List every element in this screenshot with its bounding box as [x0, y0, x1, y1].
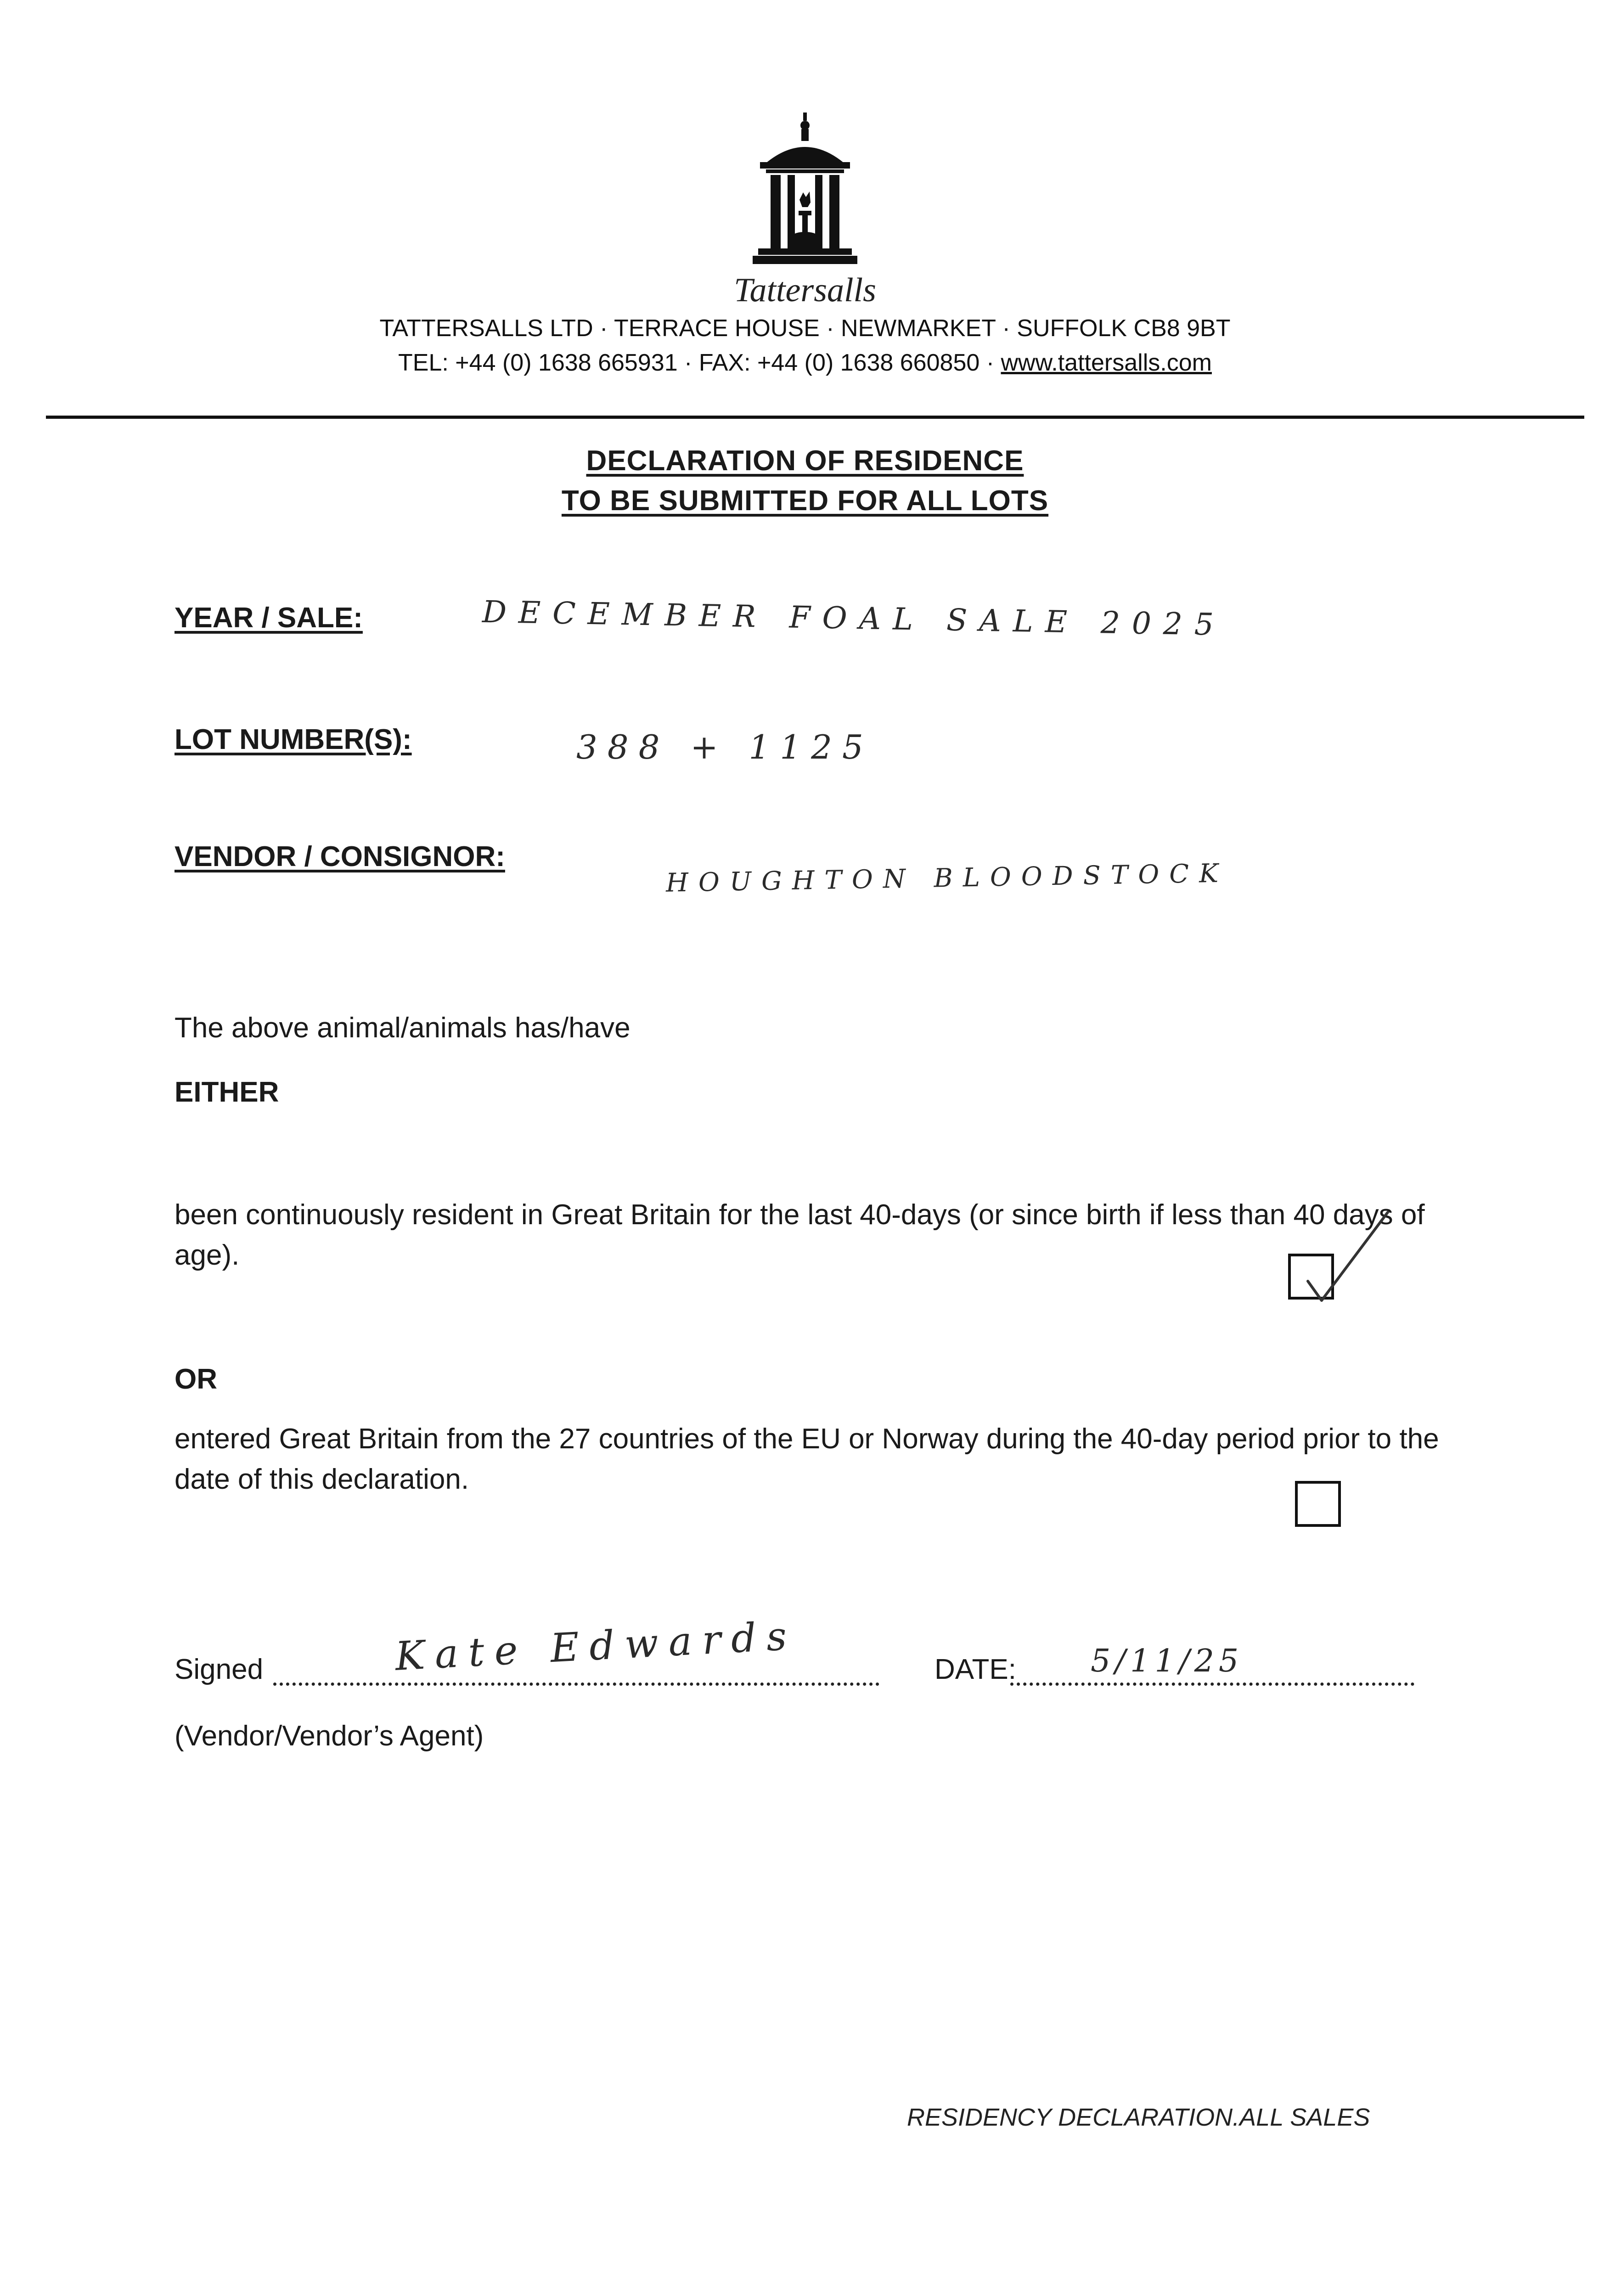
phone-fax: TEL: +44 (0) 1638 665931 · FAX: +44 (0) 1638 660850 ·	[398, 349, 1001, 376]
either-heading: EITHER	[175, 1076, 279, 1108]
header-divider	[46, 416, 1584, 419]
website-link[interactable]: www.tattersalls.com	[1001, 349, 1212, 376]
option-entered-checkbox[interactable]	[1295, 1481, 1341, 1527]
or-heading: OR	[175, 1363, 217, 1395]
vendor-label: VENDOR / CONSIGNOR:	[175, 841, 505, 872]
signature: Kate Edwards	[394, 1613, 798, 1680]
form-reference: RESIDENCY DECLARATION.ALL SALES	[907, 2104, 1370, 2131]
lot-numbers-label: LOT NUMBER(S):	[175, 724, 412, 755]
page-title: DECLARATION OF RESIDENCE	[586, 445, 1024, 477]
lot-numbers-field[interactable]: 388 + 1125	[576, 728, 873, 766]
year-sale-label: YEAR / SALE:	[175, 602, 363, 634]
company-address: TATTERSALLS LTD · TERRACE HOUSE · NEWMARKET · SUFFOLK CB8 9BT	[379, 315, 1231, 342]
vendor-field[interactable]: HOUGHTON BLOODSTOCK	[665, 858, 1229, 898]
date-label: DATE:	[934, 1654, 1016, 1685]
checkmark-icon	[1281, 1194, 1391, 1313]
option-entered-text: entered Great Britain from the 27 countries of the EU or Norway during the 40-day period prior to the date of this declaration.	[175, 1423, 1439, 1495]
page-subtitle: TO BE SUBMITTED FOR ALL LOTS	[561, 485, 1049, 517]
tattersalls-logo-icon	[750, 113, 860, 269]
signed-label: Signed	[175, 1654, 264, 1685]
brand-name: Tattersalls	[734, 271, 876, 309]
company-contact	[0, 349, 1610, 377]
option-resident-text: been continuously resident in Great Britain for the last 40-days (or since birth if less than 40 days of age).	[175, 1199, 1425, 1271]
declaration-intro: The above animal/animals has/have	[175, 1012, 630, 1044]
date-field[interactable]: 5/11/25	[1091, 1643, 1244, 1679]
signer-role: (Vendor/Vendor’s Agent)	[175, 1720, 484, 1752]
year-sale-field[interactable]: DECEMBER FOAL SALE 2025	[482, 594, 1226, 643]
